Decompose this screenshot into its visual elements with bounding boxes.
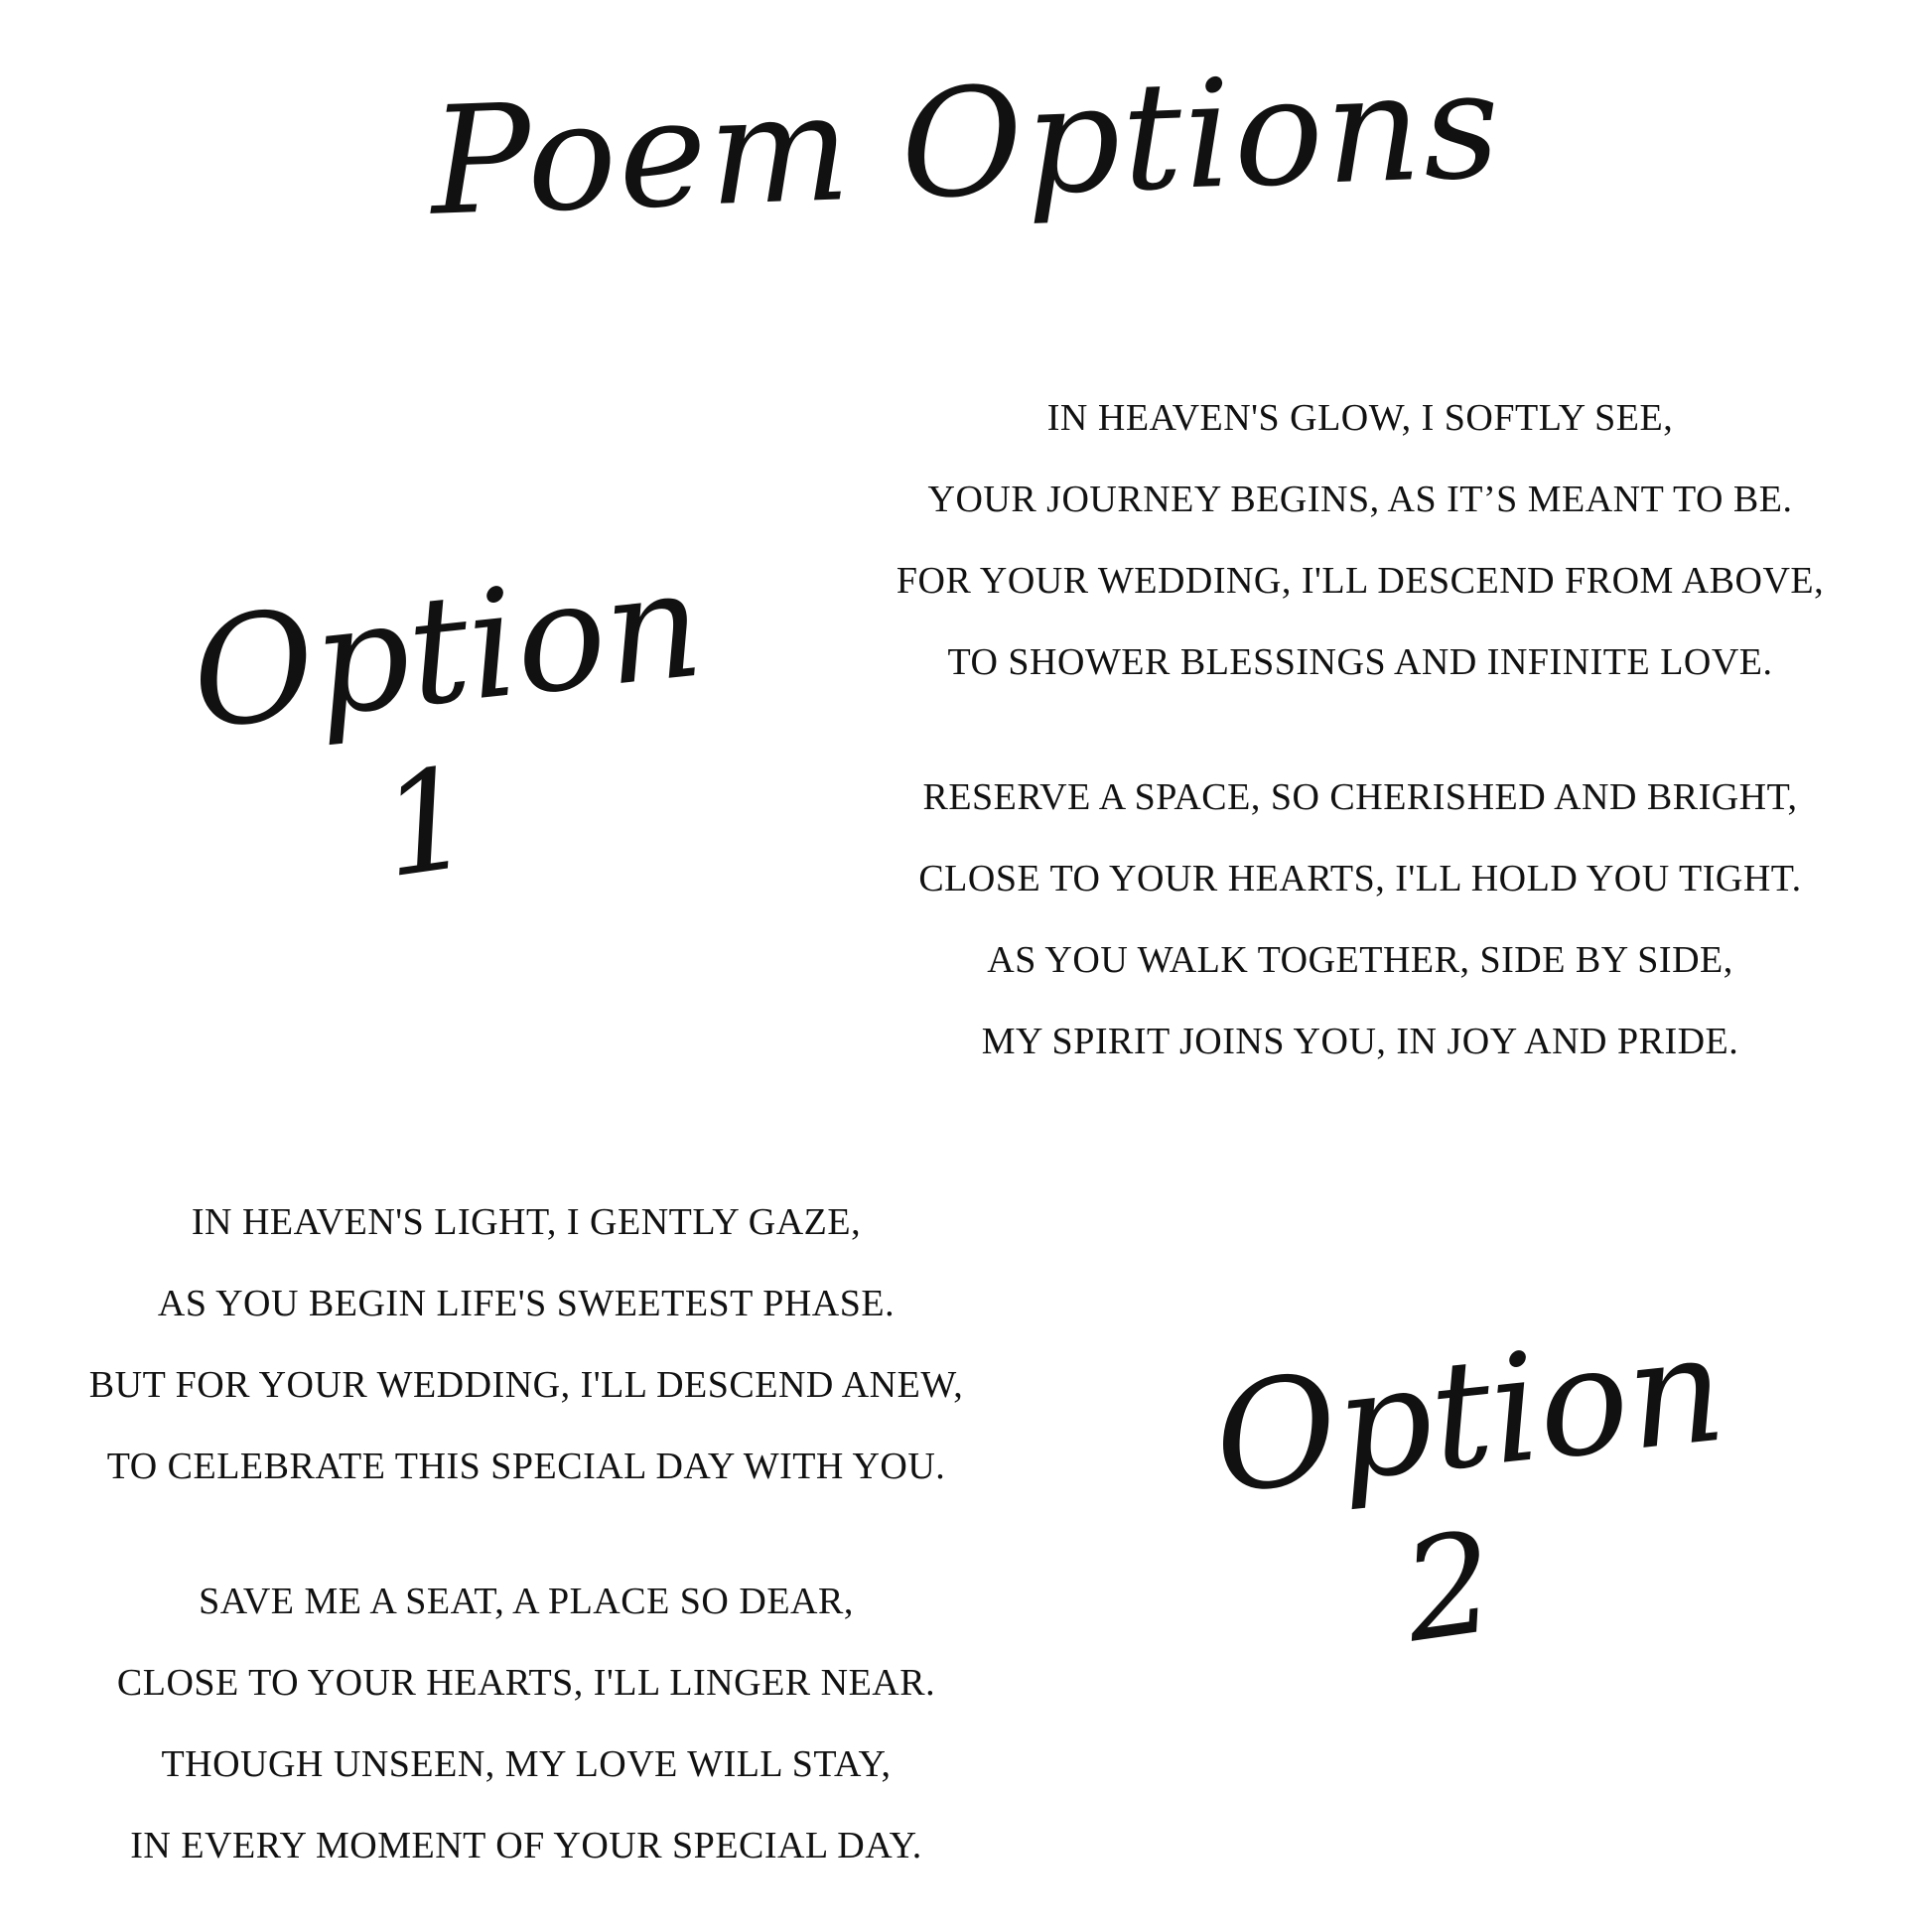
poem-option-2 xyxy=(30,1181,1023,1886)
poem-line: BUT FOR YOUR WEDDING, I'LL DESCEND ANEW, xyxy=(88,1364,964,1406)
poem-line: YOUR JOURNEY BEGINS, AS IT’S MEANT TO BE. xyxy=(927,479,1793,520)
poem-option-1 xyxy=(834,377,1886,1082)
poem-line: IN HEAVEN'S GLOW, I SOFTLY SEE, xyxy=(1046,397,1674,439)
poem-line: SAVE ME A SEAT, A PLACE SO DEAR, xyxy=(199,1581,854,1622)
poem-line: TO SHOWER BLESSINGS AND INFINITE LOVE. xyxy=(947,641,1773,683)
option-2-number: 2 xyxy=(1394,1501,1505,1675)
poem-line: FOR YOUR WEDDING, I'LL DESCEND FROM ABOVE, xyxy=(896,560,1825,602)
poem-1-stanza-2 xyxy=(834,757,1886,1082)
poem-2-stanza-1 xyxy=(30,1181,1023,1507)
poem-line: IN EVERY MOMENT OF YOUR SPECIAL DAY. xyxy=(130,1825,922,1866)
poem-line: AS YOU WALK TOGETHER, SIDE BY SIDE, xyxy=(987,939,1733,981)
option-1-number: 1 xyxy=(371,737,483,910)
poem-1-stanza-1 xyxy=(834,377,1886,703)
poem-line: CLOSE TO YOUR HEARTS, I'LL HOLD YOU TIGHT. xyxy=(918,858,1802,899)
option-2-label xyxy=(1206,1302,1732,1675)
option-1-label xyxy=(184,537,710,910)
poem-line: THOUGH UNSEEN, MY LOVE WILL STAY, xyxy=(161,1743,892,1785)
poem-line: IN HEAVEN'S LIGHT, I GENTLY GAZE, xyxy=(191,1201,862,1243)
option-2-word: Option xyxy=(1206,1302,1732,1528)
option-1-word: Option xyxy=(184,537,710,763)
poem-line: CLOSE TO YOUR HEARTS, I'LL LINGER NEAR. xyxy=(116,1662,936,1704)
page-title: Poem Options xyxy=(427,39,1505,249)
poem-line: TO CELEBRATE THIS SPECIAL DAY WITH YOU. xyxy=(106,1446,946,1487)
poem-line: RESERVE A SPACE, SO CHERISHED AND BRIGHT, xyxy=(922,776,1798,818)
poem-2-stanza-2 xyxy=(30,1561,1023,1886)
poem-line: AS YOU BEGIN LIFE'S SWEETEST PHASE. xyxy=(157,1283,896,1324)
poem-line: MY SPIRIT JOINS YOU, IN JOY AND PRIDE. xyxy=(981,1021,1739,1062)
